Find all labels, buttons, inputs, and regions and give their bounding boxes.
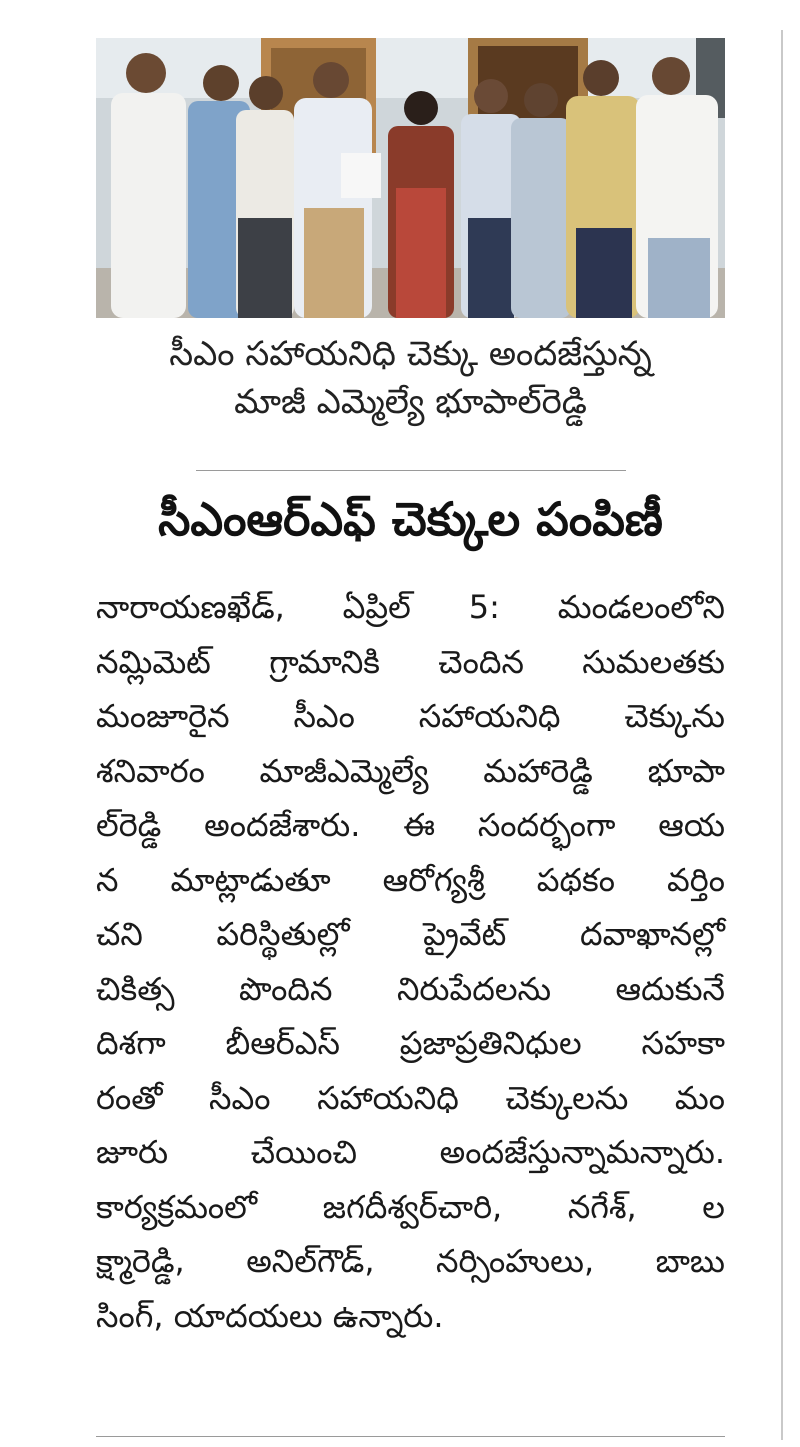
- caption-divider: [196, 470, 626, 471]
- body-line: మంజూరైన సీఎం సహాయనిధి చెక్కును: [96, 697, 725, 735]
- article-headline: సీఎంఆర్‌ఎఫ్ చెక్కుల పంపిణీ: [158, 492, 663, 546]
- body-line: చికిత్స పొందిన నిరుపేదలను ఆదుకునే: [96, 969, 725, 1008]
- body-line: సింగ్, యాదయలు ఉన్నారు.: [96, 1296, 444, 1335]
- body-line: నారాయణఖేడ్, ఏప్రిల్ 5: మండలంలోని: [96, 588, 725, 626]
- body-line: క్ష్మారెడ్డి, అనిల్‌గౌడ్, నర్సింహులు, బాబు: [96, 1242, 725, 1280]
- caption-line-2: మాజీ ఎమ్మెల్యే భూపాల్‌రెడ్డి: [234, 382, 587, 422]
- body-line: న మాట్లాడుతూ ఆరోగ్యశ్రీ పథకం వర్తిం: [96, 860, 725, 899]
- group-photo-icon: [96, 38, 725, 318]
- body-line: ల్‌రెడ్డి అందజేశారు. ఈ సందర్భంగా ఆయ: [96, 806, 725, 844]
- news-photo: [96, 38, 725, 318]
- body-line: దిశగా బీఆర్‌ఎస్ ప్రజాప్రతినిధుల సహకా: [96, 1024, 725, 1062]
- body-line: చని పరిస్థితుల్లో ప్రైవేట్ దవాఖానల్లో: [96, 915, 725, 953]
- photo-caption: [96, 330, 725, 426]
- body-line: జూరు చేయించి అందజేస్తున్నామన్నారు.: [96, 1133, 725, 1171]
- caption-line-1: సీఎం సహాయనిధి చెక్కు అందజేస్తున్న: [169, 334, 652, 374]
- body-line: శనివారం మాజీఎమ్మెల్యే మహారెడ్డి భూపా: [96, 751, 725, 790]
- bottom-rule: [96, 1436, 725, 1437]
- article-body: [96, 580, 725, 1343]
- body-line: రంతో సీఎం సహాయనిధి చెక్కులను మం: [96, 1078, 725, 1117]
- body-line: కార్యక్రమంలో జగదీశ్వర్‌చారి, నగేశ్, ల: [96, 1187, 725, 1226]
- body-line: నమ్లిమెట్ గ్రామానికి చెందిన సుమలతకు: [96, 642, 725, 681]
- column-rule: [781, 30, 783, 1440]
